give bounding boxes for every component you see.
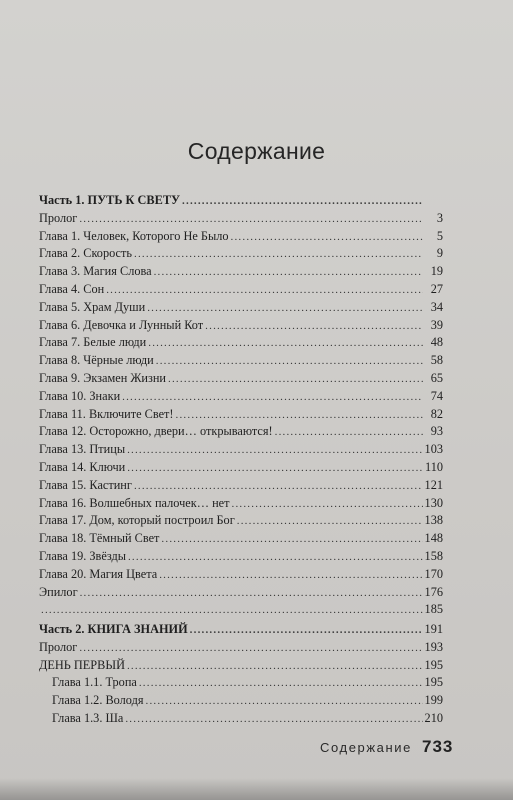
toc-entry-label: Глава 18. Тёмный Свет (39, 531, 160, 546)
toc-entry-label: Глава 4. Сон (39, 281, 105, 296)
toc-entry (39, 710, 443, 728)
dot-leader (41, 602, 423, 620)
toc-entry-page: 3 (436, 210, 443, 225)
footer-page-number: 733 (421, 737, 454, 756)
dot-leader (134, 478, 423, 496)
toc-entry-label: Эпилог (39, 584, 78, 599)
toc-entry-page: 103 (424, 442, 443, 457)
dot-leader (80, 585, 423, 603)
toc-part-2 (39, 621, 443, 728)
toc-entry-page: 110 (425, 459, 443, 474)
dot-leader (176, 407, 423, 425)
toc-entry-label: Глава 1.2. Володя (52, 693, 144, 708)
toc-entry (39, 692, 443, 710)
toc-entry (39, 299, 443, 317)
toc-entry-label: Пролог (39, 639, 78, 654)
toc-entry-page: 121 (424, 477, 443, 492)
toc-entry (39, 657, 443, 675)
toc-entry-page: 39 (430, 317, 443, 332)
toc-part-1 (39, 192, 443, 619)
toc-entry-label: Глава 7. Белые люди (39, 335, 147, 350)
toc-entry-label: Глава 6. Девочка и Лунный Кот (39, 317, 204, 332)
toc-entry (39, 370, 443, 388)
toc-entry (39, 548, 443, 566)
toc-entry-page: 9 (436, 246, 443, 261)
toc-entry-page: 195 (424, 657, 443, 672)
toc-entry (39, 459, 443, 477)
toc-entry-page: 185 (424, 602, 443, 617)
toc-entry-page: 138 (424, 513, 443, 528)
toc-entry-page: 191 (424, 622, 443, 636)
toc-part-heading (39, 621, 443, 639)
toc-entry (39, 512, 443, 530)
toc-entry (39, 334, 443, 352)
toc-entry-label: Пролог (39, 210, 78, 225)
dot-leader (127, 460, 423, 478)
toc-entry-page: 158 (424, 548, 443, 563)
dot-leader (190, 622, 423, 640)
toc-entry-page: 58 (430, 353, 443, 368)
dot-leader (237, 513, 423, 531)
toc-entry (39, 281, 443, 299)
toc-entry (39, 228, 443, 246)
toc-entry-label: Глава 8. Чёрные люди (39, 353, 154, 368)
dot-leader (125, 711, 422, 729)
toc-entry-label: Глава 1.1. Тропа (52, 675, 137, 690)
toc-entry (39, 495, 443, 513)
toc-entry-page: 210 (424, 710, 443, 725)
toc-entry (39, 441, 443, 459)
toc-entry-page: 48 (430, 335, 443, 350)
toc-entry-label: Глава 2. Скорость (39, 246, 132, 261)
dot-leader (122, 389, 423, 407)
dot-leader (182, 193, 423, 211)
toc-entry-label: Глава 19. Звёзды (39, 548, 126, 563)
toc-entry-label: Глава 5. Храм Души (39, 299, 146, 314)
dot-leader (134, 246, 423, 264)
page-title: Содержание (187, 138, 326, 164)
toc-entry-page: 193 (424, 639, 443, 654)
dot-leader (161, 531, 422, 549)
page-edge-shadow (0, 778, 513, 800)
toc-entry (39, 477, 443, 495)
dot-leader (156, 353, 423, 371)
toc-entry (39, 639, 443, 657)
toc-entry (39, 245, 443, 263)
toc-entry (39, 317, 443, 335)
toc-entry-page: 130 (424, 495, 443, 510)
dot-leader (275, 424, 423, 442)
toc-entry-page: 176 (424, 584, 443, 599)
dot-leader (127, 442, 422, 460)
page-footer (320, 737, 453, 757)
dot-leader (168, 371, 423, 389)
toc-entry (39, 406, 443, 424)
dot-leader (231, 229, 423, 247)
toc-entry-label: Глава 14. Ключи (39, 459, 126, 474)
toc-entry-label: Глава 3. Магия Слова (39, 264, 152, 279)
toc-entry-label: Глава 9. Экзамен Жизни (39, 370, 167, 385)
toc-entry (39, 584, 443, 602)
toc-entry-page: 93 (430, 424, 443, 439)
toc-entry (39, 210, 443, 228)
dot-leader (154, 264, 423, 282)
toc-entry-page: 82 (430, 406, 443, 421)
toc-entry-page: 5 (436, 228, 443, 243)
dot-leader (79, 640, 422, 658)
toc-entry (39, 263, 443, 281)
toc-entry-label: Глава 20. Магия Цвета (39, 566, 158, 581)
dot-leader (79, 211, 423, 229)
toc-entry-page: 34 (430, 299, 443, 314)
dot-leader (148, 335, 423, 353)
toc-entry-page: 19 (430, 264, 443, 279)
toc-entry-label: ДЕНЬ ПЕРВЫЙ (39, 657, 125, 672)
toc-entry (39, 566, 443, 584)
toc-entry-page: 195 (424, 675, 443, 690)
toc-entry-page: 170 (424, 566, 443, 581)
toc-part-heading (39, 192, 443, 210)
toc-entry-label: Часть 1. ПУТЬ К СВЕТУ (39, 193, 181, 207)
toc-entry-label: Глава 16. Волшебных палочек… нет (39, 495, 230, 510)
dot-leader (128, 549, 423, 567)
toc-entry (39, 601, 443, 619)
toc-entry-label: Глава 10. Знаки (39, 388, 121, 403)
toc-entry-label: Глава 12. Осторожно, двери… открываются! (39, 424, 273, 439)
toc-entry-label: Глава 11. Включите Свет! (39, 406, 174, 421)
toc-entry (39, 352, 443, 370)
dot-leader (159, 567, 422, 585)
dot-leader (146, 693, 423, 711)
dot-leader (147, 300, 423, 318)
footer-running-title: Содержание (320, 740, 412, 755)
toc-entry-label: Глава 17. Дом, который построил Бог (39, 513, 235, 528)
toc-entry (39, 423, 443, 441)
dot-leader (106, 282, 423, 300)
dot-leader (205, 318, 423, 336)
dot-leader (127, 658, 423, 676)
toc-entry-page: 199 (424, 693, 443, 708)
toc-entry (39, 388, 443, 406)
toc-entry-label: Глава 13. Птицы (39, 442, 126, 457)
toc-entry-page: 74 (430, 388, 443, 403)
toc-entry-page: 27 (430, 281, 443, 296)
dot-leader (232, 496, 423, 514)
toc-entry (39, 674, 443, 692)
dot-leader (139, 675, 423, 693)
toc-entry-page: 65 (430, 370, 443, 385)
toc-entry-page: 148 (424, 531, 443, 546)
toc-entry-label: Глава 15. Кастинг (39, 477, 132, 492)
toc-entry-label: Глава 1.3. Ша (52, 710, 124, 725)
toc-entry (39, 530, 443, 548)
toc-entry-label: Часть 2. КНИГА ЗНАНИЙ (39, 622, 188, 636)
toc-entry-label: Глава 1. Человек, Которого Не Было (39, 228, 229, 243)
